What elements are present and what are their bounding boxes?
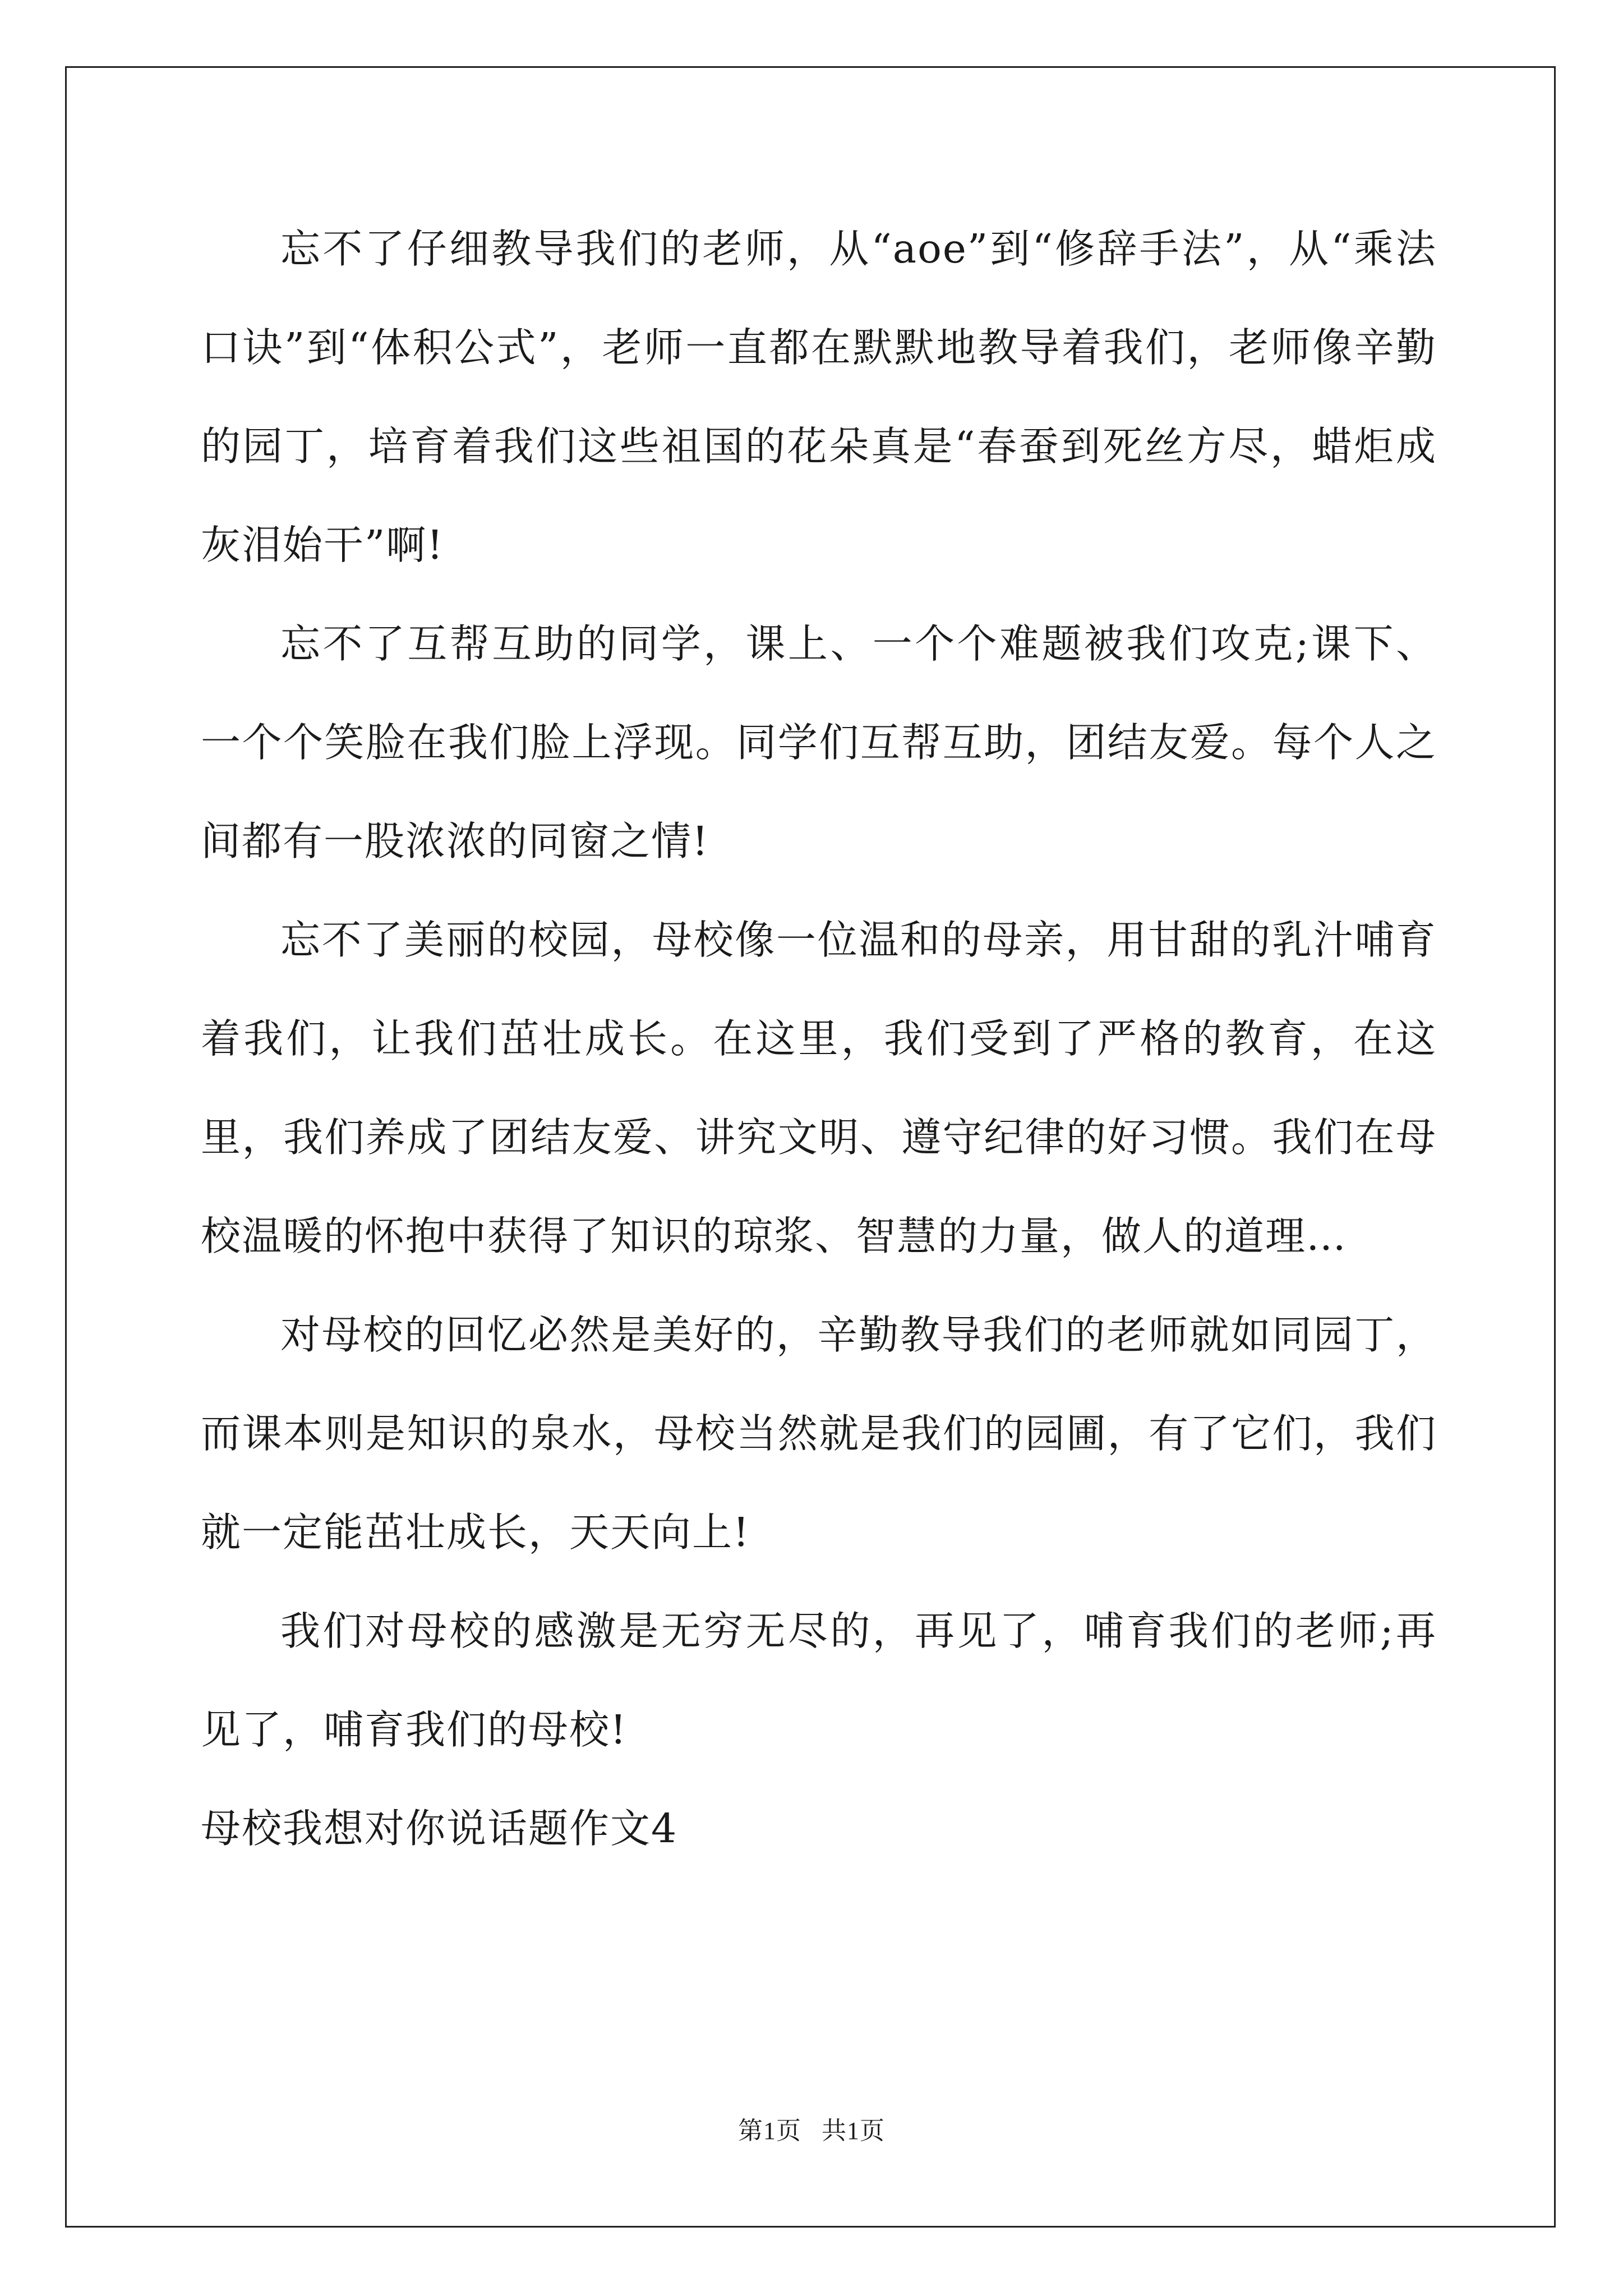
page-total: 共1页 — [822, 2117, 885, 2145]
page-number: 第1页 — [738, 2117, 801, 2145]
paragraph-teachers: 忘不了仔细教导我们的老师，从“aoe”到“修辞手法”，从“乘法口诀”到“体积公式”，老师一直都在默默地教导着我们，老师像辛勤的园丁，培育着我们这些祖国的花朵真是“春蚕到死丝方尽，蜡炬成灰泪始干”啊! — [201, 226, 1437, 568]
paragraph-memories: 对母校的回忆必然是美好的，辛勤教导我们的老师就如同园丁，而课本则是知识的泉水，母校当然就是我们的园圃，有了它们，我们就一定能茁壮成长，天天向上! — [201, 1312, 1437, 1556]
document-body — [201, 200, 1437, 1878]
paragraph-campus: 忘不了美丽的校园，母校像一位温和的母亲，用甘甜的乳汁哺育着我们，让我们茁壮成长。在这里，我们受到了严格的教育，在这里，我们养成了团结友爱、讲究文明、遵守纪律的好习惯。我们在母校温暖的怀抱中获得了知识的琼浆、智慧的力量，做人的道理… — [201, 917, 1437, 1259]
paragraph-classmates: 忘不了互帮互助的同学，课上、一个个难题被我们攻克;课下、一个个笑脸在我们脸上浮现。同学们互帮互助，团结友爱。每个人之间都有一股浓浓的同窗之情! — [201, 620, 1437, 864]
section-heading: 母校我想对你说话题作文4 — [201, 1805, 678, 1852]
page-footer — [0, 2110, 1623, 2146]
paragraph-gratitude: 我们对母校的感激是无穷无尽的，再见了，哺育我们的老师;再见了，哺育我们的母校! — [201, 1608, 1437, 1753]
